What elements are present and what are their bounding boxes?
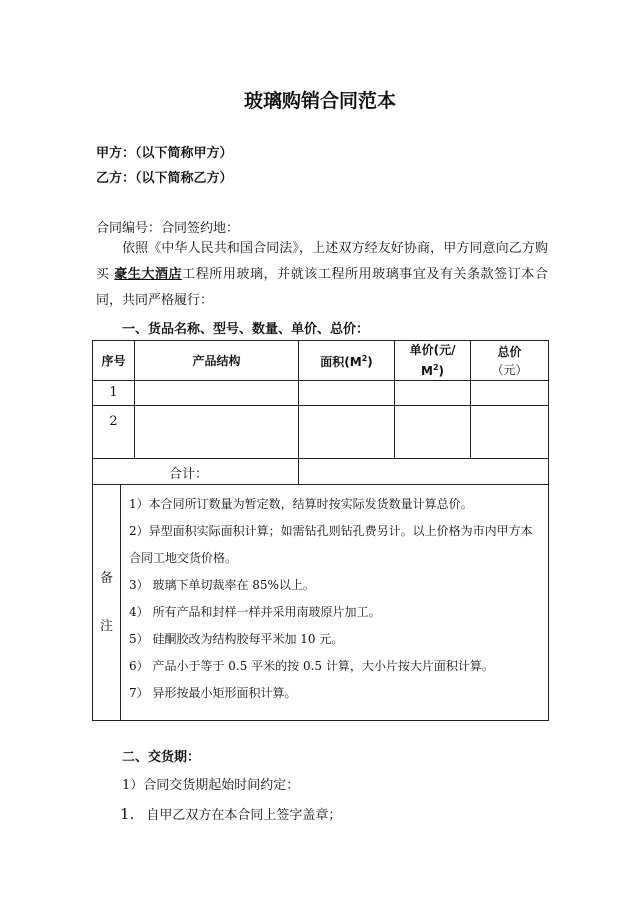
row-1-product bbox=[135, 381, 299, 406]
row-2-unit-price bbox=[395, 406, 471, 459]
item-1 bbox=[120, 804, 341, 823]
header-area-text: 面积(M bbox=[320, 355, 362, 369]
subtotal-row bbox=[93, 459, 549, 485]
header-total bbox=[471, 341, 549, 381]
header-unit-price-line2: M bbox=[421, 364, 433, 378]
intro-text-before: 依照《中华人民共和国合同法》，上述双方经友好协商，甲方同意向乙方购买 bbox=[96, 241, 548, 282]
header-total-line1: 总价 bbox=[497, 344, 522, 359]
remark-1: 1）本合同所订数量为暂定数，结算时按实际发货数量计算总价。 bbox=[129, 497, 473, 511]
row-1-unit-price bbox=[395, 381, 471, 406]
remark-2: 2）异型面积实际面积计算；如需钻孔则钻孔费另计。以上价格为市内甲方本合同工地交货价格。 bbox=[129, 524, 533, 565]
hotel-name: 豪生大酒店 bbox=[114, 267, 183, 282]
remark-4: 4） 所有产品和封样一样并采用南玻原片加工。 bbox=[129, 605, 381, 619]
subtotal-value bbox=[299, 459, 549, 485]
party-a: 甲方：（以下简称甲方） bbox=[96, 146, 233, 161]
remark-5: 5） 硅酮胶改为结构胶每平米加 10 元。 bbox=[129, 632, 344, 646]
remarks-label-1: 备 bbox=[99, 570, 113, 586]
row-2-area bbox=[299, 406, 395, 459]
header-unit-price-close: ) bbox=[438, 364, 445, 378]
remarks-row bbox=[93, 485, 549, 721]
intro-text-after: 工程所用玻璃，并就该工程所用玻璃事宜及有关条款签订本合同，共同严格履行： bbox=[96, 267, 548, 308]
row-1-area bbox=[299, 381, 395, 406]
header-area bbox=[299, 341, 395, 381]
goods-table bbox=[92, 340, 549, 721]
header-total-line2: （元） bbox=[491, 362, 528, 377]
remarks-label-2: 注 bbox=[99, 618, 113, 634]
row-2-product bbox=[135, 406, 299, 459]
table-row bbox=[93, 381, 549, 406]
header-area-sup: 2 bbox=[361, 354, 368, 363]
remark-3: 3） 玻璃下单切裁率在 85%以上。 bbox=[129, 578, 315, 592]
remark-6: 6） 产品小于等于 0.5 平米的按 0.5 计算，大小片按大片面积计算。 bbox=[129, 659, 494, 673]
remark-7: 7） 异形按最小矩形面积计算。 bbox=[129, 686, 297, 700]
section2-sub: 1）合同交货期起始时间约定： bbox=[122, 778, 300, 793]
table-header-row bbox=[93, 341, 549, 381]
row-1-no: 1 bbox=[93, 381, 135, 406]
header-unit-price-sup: 2 bbox=[432, 363, 439, 372]
item-1-number: 1. bbox=[120, 805, 135, 823]
document-title: 玻璃购销合同范本 bbox=[243, 90, 396, 112]
contract-meta: 合同编号：合同签约地： bbox=[96, 221, 240, 236]
section2-title: 二、交货期： bbox=[122, 750, 201, 765]
intro-paragraph bbox=[96, 236, 548, 314]
item-1-text: 自甲乙双方在本合同上签字盖章； bbox=[146, 808, 342, 823]
header-product: 产品结构 bbox=[135, 341, 299, 381]
header-no: 序号 bbox=[93, 341, 135, 381]
remarks-label bbox=[93, 485, 121, 721]
party-b: 乙方：（以下简称乙方） bbox=[96, 171, 233, 186]
section1-title: 一、货品名称、型号、数量、单价、总价： bbox=[122, 322, 370, 337]
row-2-no: 2 bbox=[93, 406, 135, 459]
remarks-content bbox=[121, 485, 549, 721]
subtotal-label: 合计： bbox=[93, 459, 299, 485]
row-1-total bbox=[471, 381, 549, 406]
header-unit-price bbox=[395, 341, 471, 381]
table-row bbox=[93, 406, 549, 459]
header-area-close: ) bbox=[367, 355, 373, 369]
row-2-total bbox=[471, 406, 549, 459]
header-unit-price-line1: 单价(元/ bbox=[409, 343, 456, 357]
